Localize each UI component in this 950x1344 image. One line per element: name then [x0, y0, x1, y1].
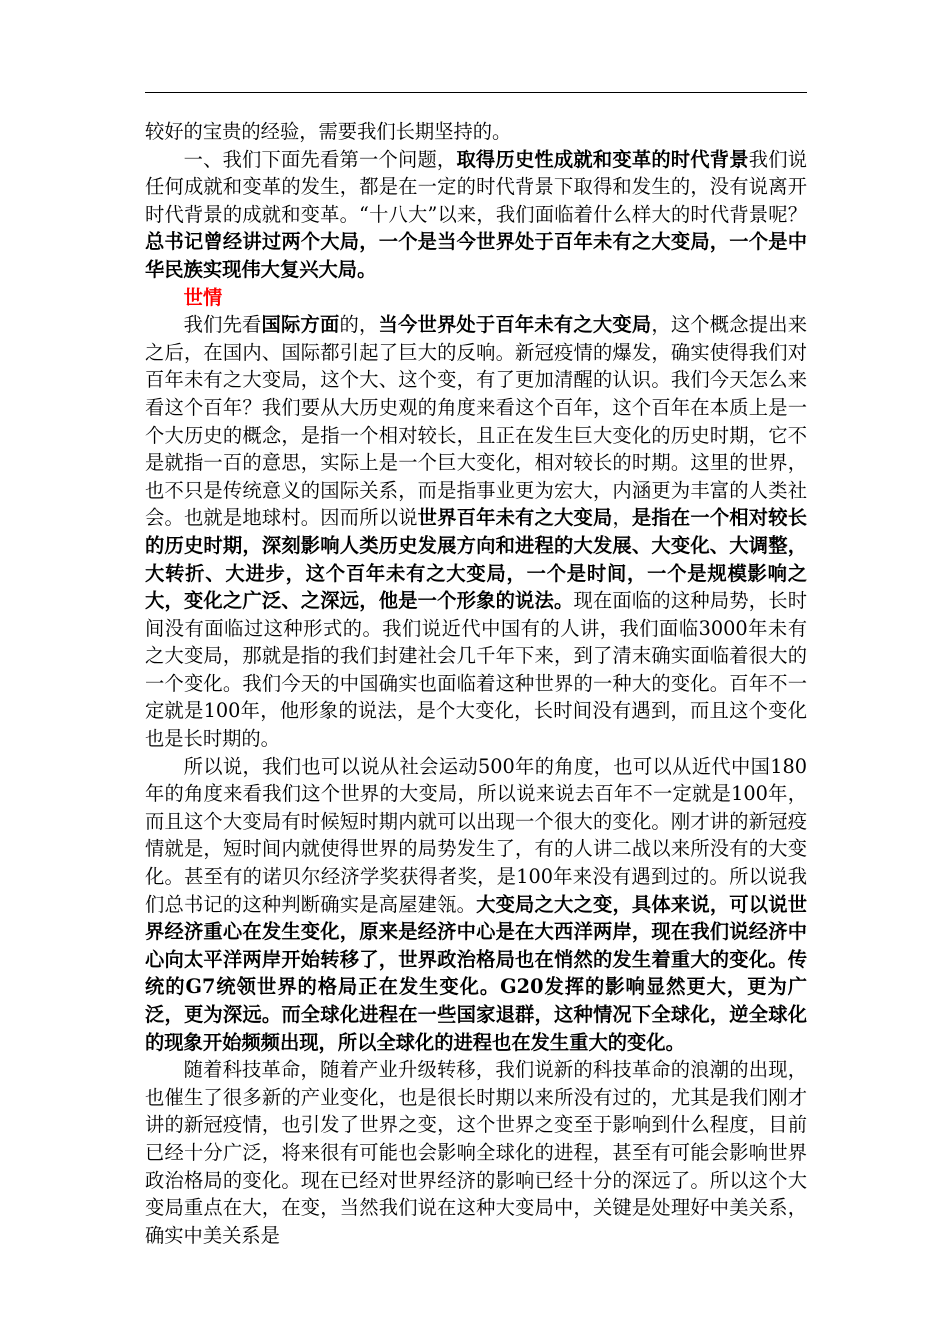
paragraph — [145, 1056, 807, 1249]
text-run: 较好的宝贵的经验，需要我们长期坚持的。 — [145, 120, 512, 143]
bold-text: 是指在一个相对较长的历史时期，深刻影响人类历史发展方向和进程的大发展、大变化、大调整，大转折、大进步，这个百年未有之大变局，一个是时间，一个是规模影响之大，变化之广泛、之深远，他是一个形象的说法。 — [145, 506, 808, 613]
bold-text: 总书记曾经讲过两个大局，一个是当今世界处于百年未有之大变局，一个是中华民族实现伟大复兴大局。 — [145, 230, 807, 281]
bold-text: 世界百年未有之大变局 — [417, 506, 613, 530]
text-run: 现在面临的这种局势，长时间没有面临过这种形式的。我们说近代中国有的人讲，我们面临3000年未有之大变局，那就是指的我们封建社会几千年下来，到了清末确实面临着很大的一个变化。我们今天的中国确实也面临着这种世界的一种大的变化。百年不一定就是100年，他形象的说法，是个大变化，长时间没有遇到，而且这个变化也是长时期的。 — [145, 589, 808, 751]
section-heading: 世情 — [183, 285, 223, 309]
document-body — [145, 118, 807, 1249]
text-run: 我们说任何成就和变革的发生，都是在一定的时代背景下取得和发生的，没有说离开时代背景的成就和变革。“十八大”以来，我们面临着什么样大的时代背景呢？ — [145, 147, 808, 226]
text-run: 一、我们下面先看第一个问题， — [183, 147, 457, 171]
bold-text: 当今世界处于百年未有之大变局 — [378, 313, 652, 337]
bold-text: 取得历史性成就和变革的时代背景 — [456, 147, 749, 171]
text-run: 的， — [339, 313, 379, 337]
text-run: 我们先看 — [183, 313, 262, 337]
paragraph — [145, 146, 807, 284]
paragraph — [145, 284, 807, 312]
text-run: ，这个概念提出来之后，在国内、国际都引起了巨大的反响。新冠疫情的爆发，确实使得我们对百年未有之大变局，这个大、这个变，有了更加清醒的认识。我们今天怎么来看这个百年？我们要从大历史观的角度来看这个百年，这个百年在本质上是一个大历史的概念，是指一个相对较长，且正在发生巨大变化的历史时期，它不是就指一百的意思，实际上是一个巨大变化，相对较长的时期。这里的世界，也不只是传统意义的国际关系，而是指事业更为宏大，内涵更为丰富的人类社会。也就是地球村。因而所以说 — [145, 313, 808, 530]
paragraph — [145, 311, 807, 753]
paragraph — [145, 118, 807, 146]
text-run: 随着科技革命，随着产业升级转移，我们说新的科技革命的浪潮的出现，也催生了很多新的产业变化，也是很长时期以来所没有过的，尤其是我们刚才讲的新冠疫情，也引发了世界之变，这个世界之变至于影响到什么程度，目前已经十分广泛，将来很有可能也会影响全球化的进程，甚至有可能会影响世界政治格局的变化。现在已经对世界经济的影响已经十分的深远了。所以这个大变局重点在大，在变，当然我们说在这种大变局中，关键是处理好中美关系，确实中美关系是 — [145, 1058, 807, 1247]
bold-text: 大变局之大之变，具体来说，可以说世界经济重心在发生变化，原来是经济中心是在大西洋两岸，现在我们说经济中心向太平洋两岸开始转移了，世界政治格局也在悄然的发生着重大的变化。传统的G7统领世界的格局正在发生变化。G20发挥的影响显然更大，更为广泛，更为深远。而全球化进程在一些国家退群，这种情况下全球化，逆全球化的现象开始频频出现，所以全球化的进程也在发生重大的变化。 — [145, 892, 808, 1054]
header-rule — [145, 92, 807, 93]
text-run: 所以说，我们也可以说从社会运动500年的角度，也可以从近代中国180年的角度来看我们这个世界的大变局，所以说来说去百年不一定就是100年，而且这个大变局有时候短时期内就可以出现一个很大的变化。刚才讲的新冠疫情就是，短时间内就使得世界的局势发生了，有的人讲二战以来所没有的大变化。甚至有的诺贝尔经济学奖获得者奖，是100年来没有遇到过的。所以说我们总书记的这种判断确实是高屋建瓴。 — [145, 754, 807, 916]
bold-text: 国际方面 — [261, 313, 340, 337]
paragraph — [145, 753, 807, 1057]
text-run: ， — [612, 506, 632, 530]
